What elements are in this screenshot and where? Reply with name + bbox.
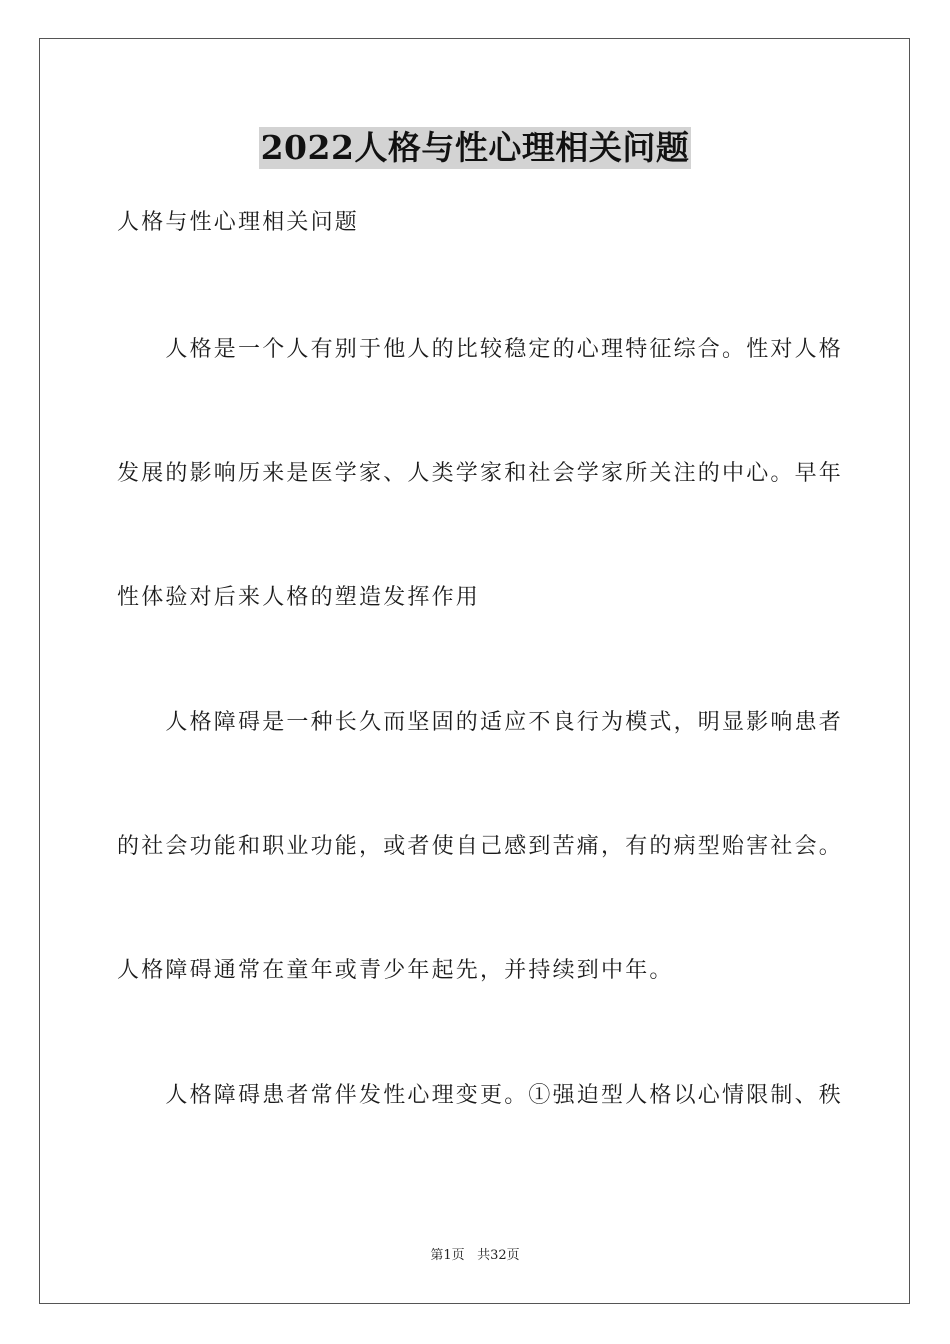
body-line-5: 的社会功能和职业功能，或者使自己感到苦痛，有的病型贻害社会。: [117, 834, 844, 859]
body-line-7: 人格障碍患者常伴发性心理变更。①强迫型人格以心情限制、秩: [117, 1083, 844, 1108]
page-number: 第1页: [430, 1248, 465, 1263]
page-footer: [0, 1247, 950, 1265]
body-line-4: 人格障碍是一种长久而坚固的适应不良行为模式，明显影响患者: [117, 710, 844, 735]
document-title: 2022人格与性心理相关问题: [260, 128, 690, 167]
body-line-2: 发展的影响历来是医学家、人类学家和社会学家所关注的中心。早年: [117, 461, 844, 486]
body-line-6: 人格障碍通常在童年或青少年起先，并持续到中年。: [117, 958, 674, 983]
title-container: [0, 127, 950, 169]
body-line-1: 人格是一个人有别于他人的比较稳定的心理特征综合。性对人格: [117, 337, 844, 362]
body-line-3: 性体验对后来人格的塑造发挥作用: [117, 585, 481, 610]
page-total: 共32页: [477, 1248, 520, 1263]
subtitle-line: 人格与性心理相关问题: [117, 210, 360, 235]
